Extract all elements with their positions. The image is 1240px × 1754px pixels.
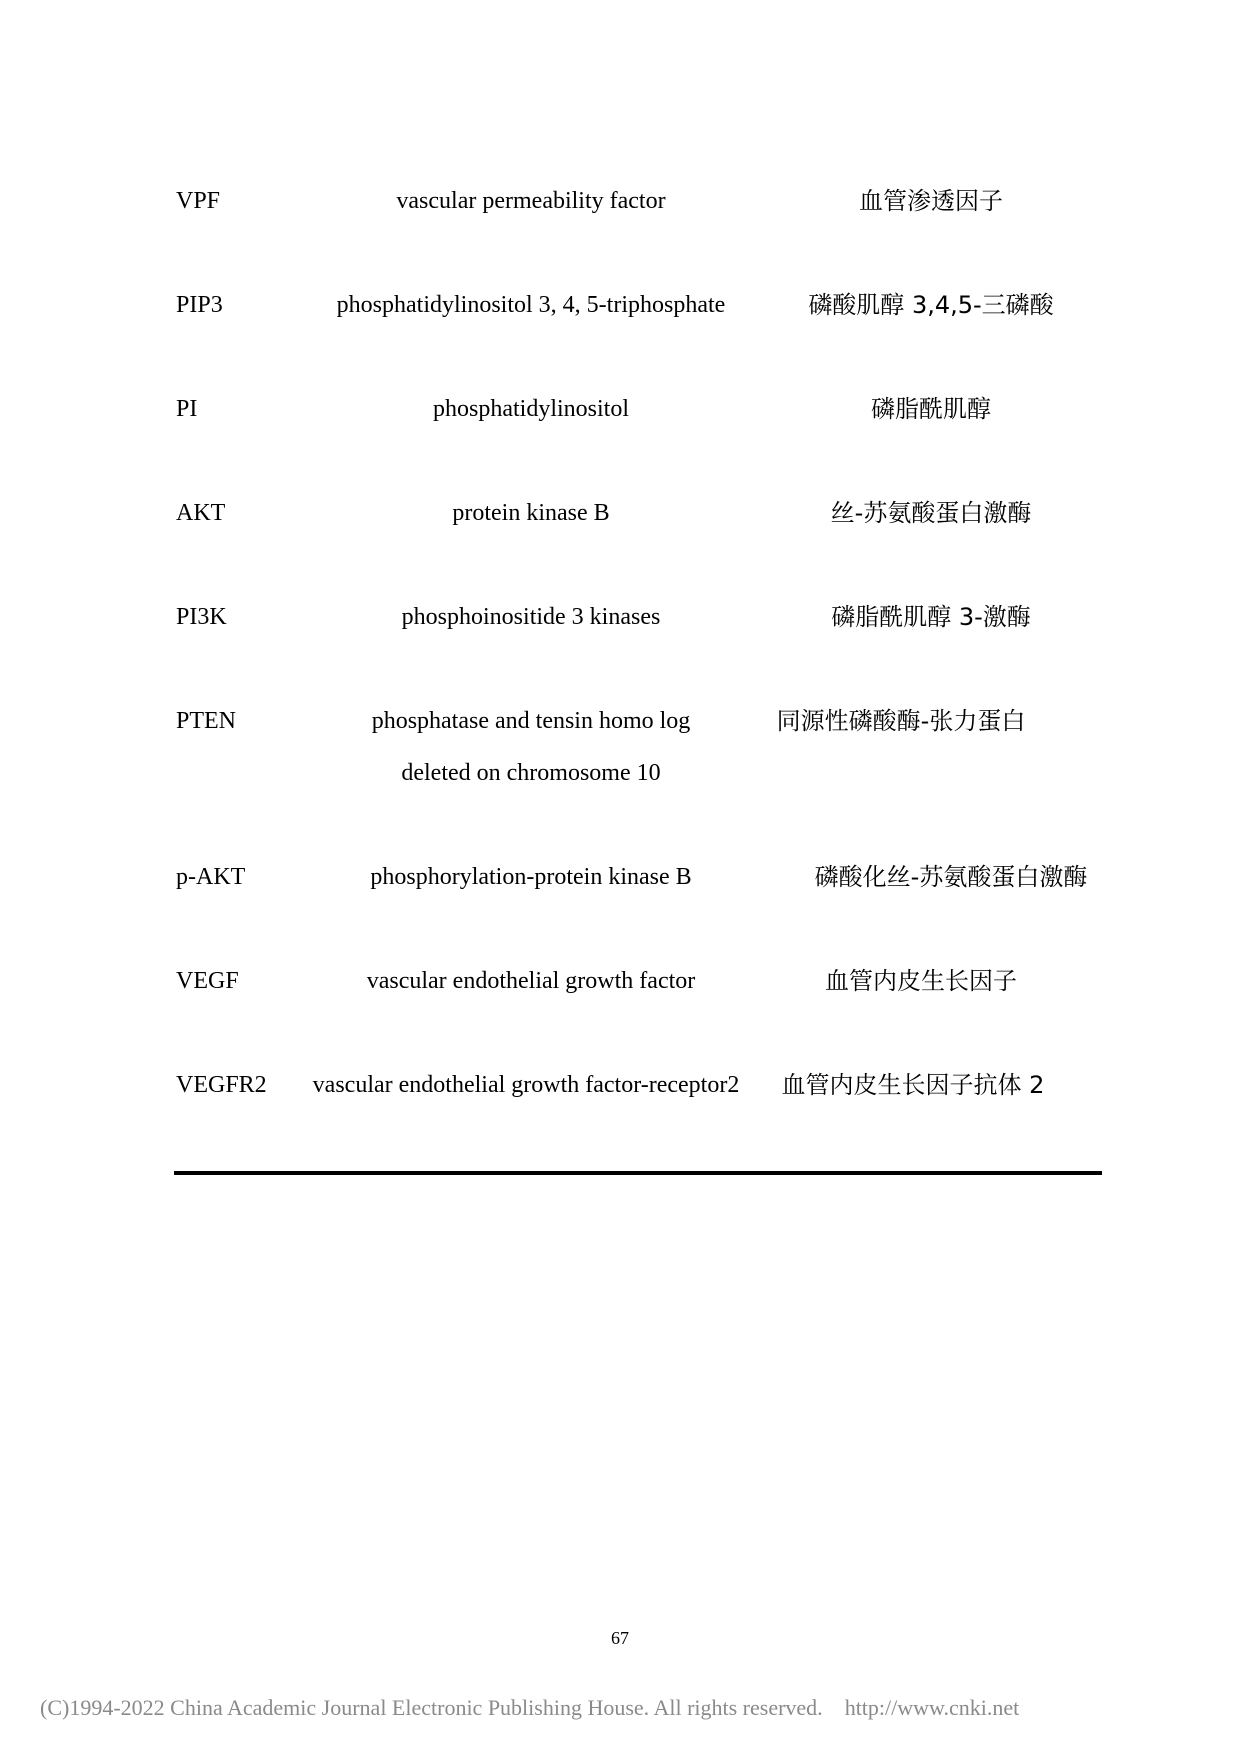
english-term-line: protein kinase B xyxy=(452,500,610,526)
abbreviation: VEGF xyxy=(176,968,239,994)
chinese-term: 丝-苏氨酸蛋白激酶 xyxy=(830,499,1032,527)
english-term xyxy=(296,498,766,528)
english-term-line: phosphatidylinositol 3, 4, 5-triphosphate xyxy=(336,292,726,318)
english-term-line: deleted on chromosome 10 xyxy=(401,760,661,786)
english-term xyxy=(296,394,766,424)
english-term-line: vascular endothelial growth factor xyxy=(366,968,696,994)
english-term xyxy=(296,706,766,788)
english-term xyxy=(296,966,766,996)
abbreviation: VPF xyxy=(176,188,221,214)
abbreviation: PI3K xyxy=(176,604,227,630)
chinese-term: 同源性磷酸酶-张力蛋白 xyxy=(776,707,1026,735)
abbreviation: PTEN xyxy=(176,708,236,734)
english-term-line: phosphatidylinositol xyxy=(432,396,629,422)
english-term-line: vascular endothelial growth factor-receptor2 xyxy=(312,1072,740,1098)
english-term xyxy=(296,602,766,632)
english-term xyxy=(291,1070,761,1100)
abbreviation: AKT xyxy=(176,500,226,526)
chinese-term: 磷酸化丝-苏氨酸蛋白激酶 xyxy=(814,863,1088,891)
english-term-line: phosphoinositide 3 kinases xyxy=(401,604,661,630)
abbreviation: PIP3 xyxy=(176,292,223,318)
abbreviation: p-AKT xyxy=(176,864,246,890)
english-term-line: phosphatase and tensin homo log xyxy=(371,708,691,734)
footer-url: http://www.cnki.net xyxy=(844,1695,1020,1720)
chinese-term: 血管渗透因子 xyxy=(859,187,1003,215)
chinese-term: 血管内皮生长因子抗体 2 xyxy=(781,1071,1045,1099)
english-term xyxy=(296,186,766,216)
abbreviation: PI xyxy=(176,396,198,422)
english-term xyxy=(296,290,766,320)
chinese-term: 磷酸肌醇 3,4,5-三磷酸 xyxy=(808,291,1054,319)
chinese-term: 磷脂酰肌醇 3-激酶 xyxy=(831,603,1031,631)
table-bottom-rule xyxy=(174,1171,1102,1175)
footer-copyright: (C)1994-2022 China Academic Journal Electronic Publishing House. All rights reserved. xyxy=(40,1695,823,1720)
page-number: 67 xyxy=(611,1628,629,1648)
abbreviation: VEGFR2 xyxy=(176,1072,267,1098)
chinese-term: 血管内皮生长因子 xyxy=(825,967,1017,995)
english-term-line: phosphorylation-protein kinase B xyxy=(370,864,692,890)
chinese-term: 磷脂酰肌醇 xyxy=(871,395,991,423)
english-term xyxy=(296,862,766,892)
footer xyxy=(40,1695,1019,1721)
english-term-line: vascular permeability factor xyxy=(396,188,666,214)
